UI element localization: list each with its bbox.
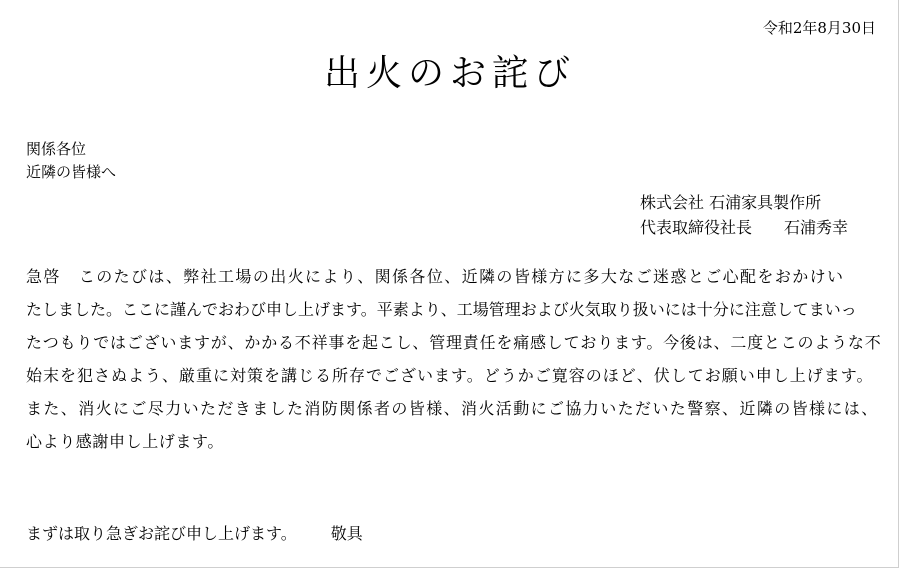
closing-text: まずは取り急ぎお詫び申し上げます。 <box>26 524 297 543</box>
sender-name: 石浦秀幸 <box>784 218 849 237</box>
closing-line <box>26 521 363 547</box>
body-line: たつもりではございますが、かかる不祥事を起こし、管理責任を痛感しております。今後は、二度とこのような不 <box>26 333 882 352</box>
recipient-line: 近隣の皆様へ <box>26 163 117 181</box>
sender-position: 代表取締役社長 <box>640 218 753 237</box>
body-line: 始末を犯さぬよう、厳重に対策を講じる所存でございます。どうかご寛容のほど、伏してお願い申し上げます。 <box>26 366 874 385</box>
body-line <box>26 260 882 293</box>
sender-block <box>640 190 848 240</box>
body-line: たしました。ここに謹んでおわび申し上げます。平素より、工場管理および火気取り扱いには十分に注意してまいっ <box>26 300 857 319</box>
recipient-line: 関係各位 <box>26 140 87 158</box>
salutation: 急啓 <box>26 267 61 286</box>
closing-word: 敬具 <box>330 524 363 543</box>
body-line: 心より感謝申し上げます。 <box>26 432 224 451</box>
body-line: また、消火にご尽力いただきました消防関係者の皆様、消火活動にご協力いただいた警察、近隣の皆様には、 <box>26 399 879 418</box>
body-line-text: このたびは、弊社工場の出火により、関係各位、近隣の皆様方に多大なご迷惑とご心配をおかけい <box>78 267 845 286</box>
recipients-block <box>26 138 116 184</box>
sender-company: 株式会社 石浦家具製作所 <box>640 193 822 212</box>
sender-title-line <box>640 215 848 240</box>
document-date: 令和2年8月30日 <box>762 19 876 37</box>
letter-body <box>26 260 882 458</box>
document-title: 出火のお詫び <box>323 53 576 94</box>
